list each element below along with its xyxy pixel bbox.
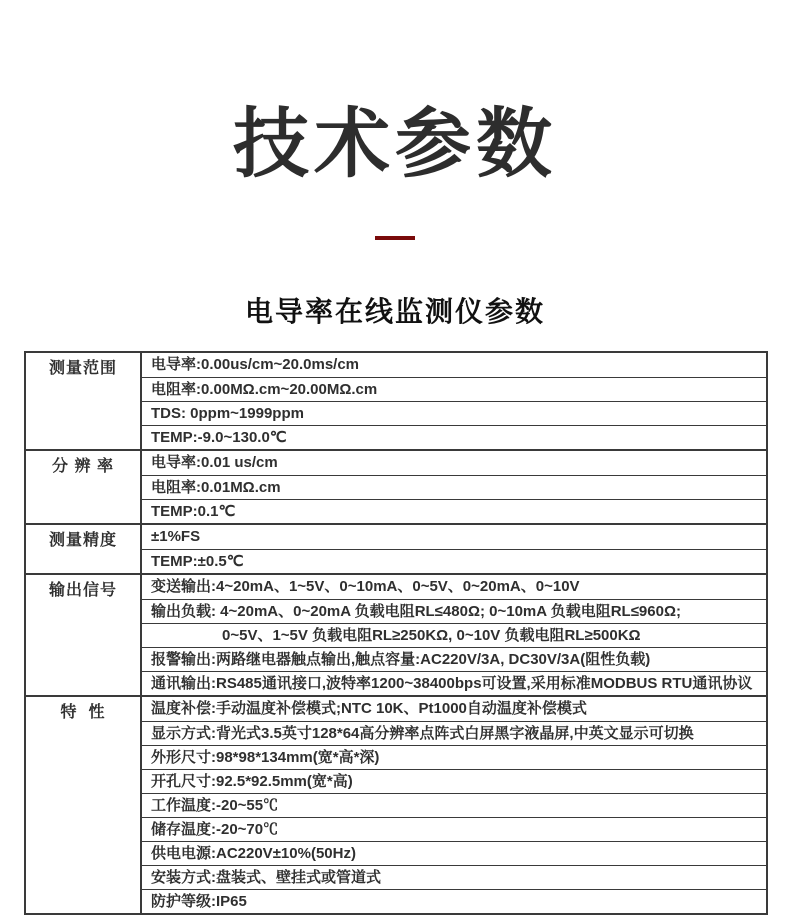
spec-row: 电阻率:0.01MΩ.cm [142,475,766,499]
spec-section [26,449,766,523]
spec-row: ±1%FS [151,528,201,545]
spec-row: 通讯输出:RS485通讯接口,波特率1200~38400bps可设置,采用标准MODBUS RTU通讯协议 [142,671,766,695]
page-title: 技术参数 [233,102,557,187]
spec-section [26,523,766,573]
spec-row: 开孔尺寸:92.5*92.5mm(宽*高) [142,769,766,793]
spec-row: 电导率:0.00us/cm~20.0ms/cm [151,356,360,373]
spec-table [24,351,768,915]
spec-section-rows [142,353,766,449]
spec-row: 输出负载: 4~20mA、0~20mA 负载电阻RL≤480Ω; 0~10mA 负载电阻RL≤960Ω; [142,599,766,623]
spec-row: 电导率:0.01 us/cm [151,454,278,471]
spec-section [26,573,766,695]
spec-row: 显示方式:背光式3.5英寸128*64高分辨率点阵式白屏黑字液晶屏,中英文显示可切换 [142,721,766,745]
spec-row: 供电电源:AC220V±10%(50Hz) [142,841,766,865]
spec-section-rows [142,525,766,573]
spec-row: 温度补偿:手动温度补偿模式;NTC 10K、Pt1000自动温度补偿模式 [151,700,587,717]
spec-section-rows [142,451,766,523]
spec-row: 工作温度:-20~55℃ [142,793,766,817]
spec-section-label: 分 辨 率 [26,451,142,523]
spec-row: 安装方式:盘装式、壁挂式或管道式 [142,865,766,889]
spec-row: TEMP:±0.5℃ [142,549,766,573]
spec-section-label: 测量范围 [26,353,142,449]
spec-row: 防护等级:IP65 [142,889,766,913]
spec-row: 0~5V、1~5V 负载电阻RL≥250KΩ, 0~10V 负载电阻RL≥500KΩ [142,623,766,647]
spec-row: 储存温度:-20~70℃ [142,817,766,841]
spec-section-rows [142,697,766,913]
spec-row: 报警输出:两路继电器触点输出,触点容量:AC220V/3A, DC30V/3A(阻性负载) [142,647,766,671]
spec-row: TEMP:0.1℃ [142,499,766,523]
spec-row: TDS: 0ppm~1999ppm [142,401,766,425]
spec-section-label: 输出信号 [26,575,142,695]
spec-row: 外形尺寸:98*98*134mm(宽*高*深) [142,745,766,769]
spec-row: TEMP:-9.0~130.0℃ [142,425,766,449]
spec-section-label: 测量精度 [26,525,142,573]
title-divider [375,236,415,240]
spec-section [26,695,766,913]
spec-row: 电阻率:0.00MΩ.cm~20.00MΩ.cm [142,377,766,401]
subtitle: 电导率在线监测仪参数 [244,296,545,327]
spec-row: 变送输出:4~20mA、1~5V、0~10mA、0~5V、0~20mA、0~10V [151,578,580,595]
spec-section-label: 特 性 [26,697,142,913]
spec-section [26,353,766,449]
spec-section-rows [142,575,766,695]
